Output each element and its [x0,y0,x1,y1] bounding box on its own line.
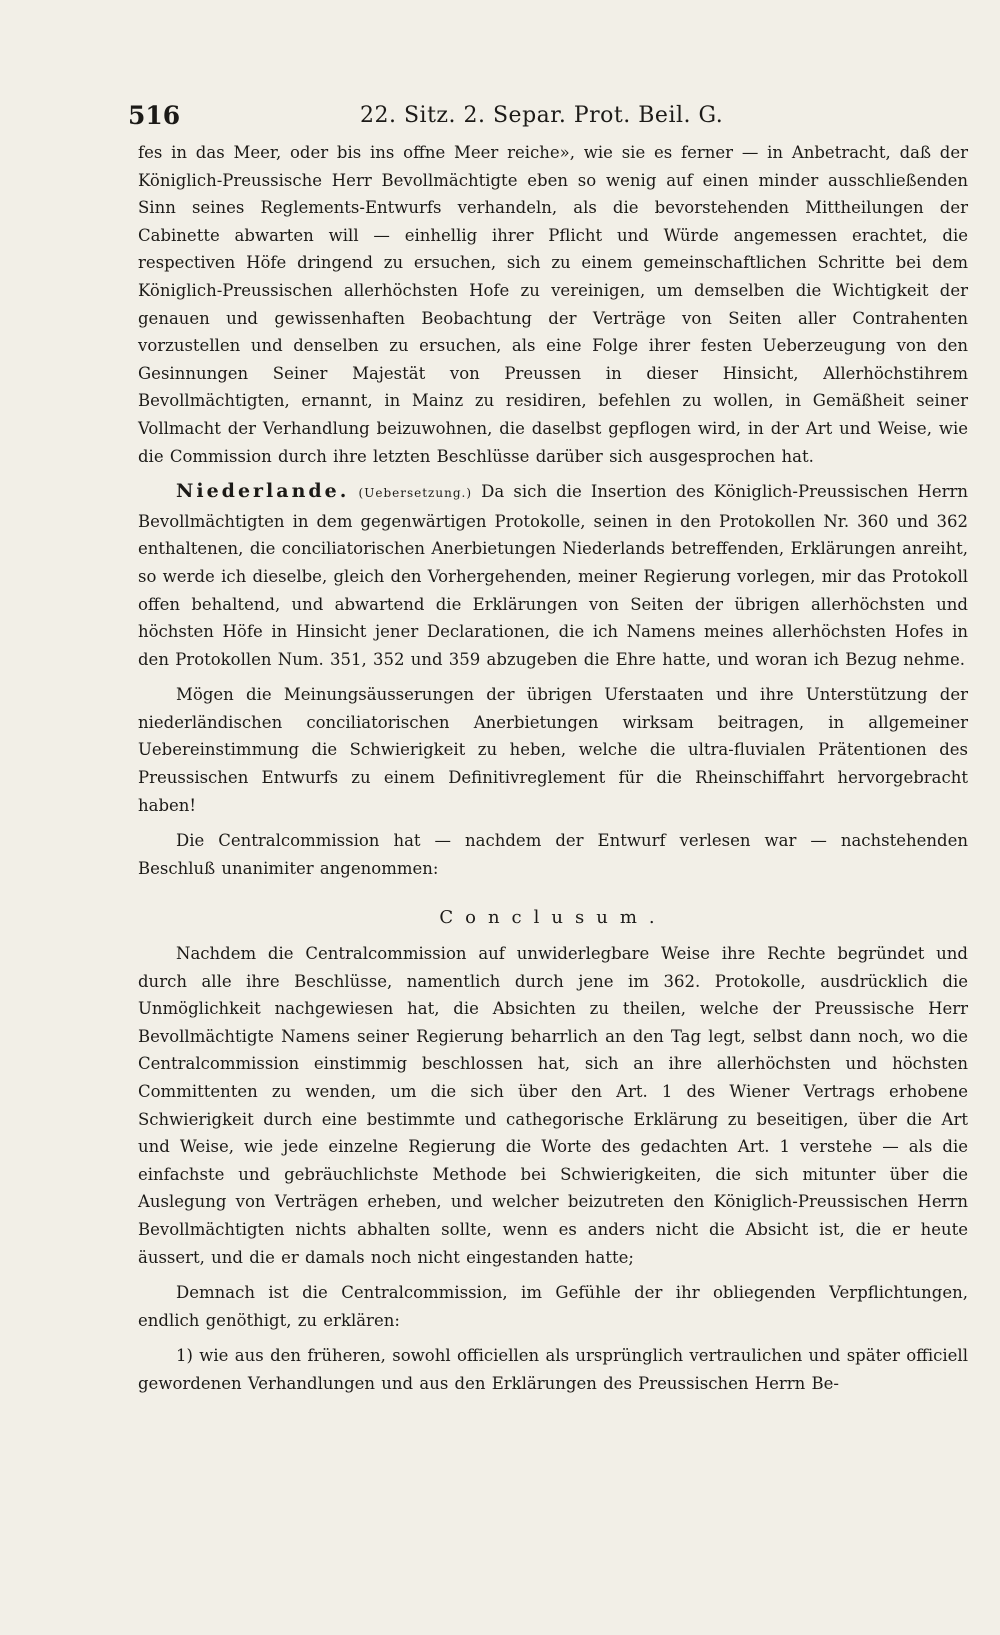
paragraph-wish: Mögen die Meinungsäusserungen der übrigen Uferstaaten und ihre Unterstützung der niederländischen conciliatorischen Anerbietungen wirksam beitragen, in allgemeiner Uebereinstimmung die Schwierigkeit zu heben, welche die ultra-fluvialen Prätentionen des Preussischen Entwurfs zu einem Definitivreglement für die Rheinschiffahrt hervorgebracht haben! [138,685,968,815]
speaker-label: Niederlande. [176,480,350,503]
niederlande-statement: Da sich die Insertion des Königlich-Preussischen Herrn Bevollmächtigten in dem gegenwärtigen Protokolle, seinen in den Protokollen Nr. 360 und 362 enthaltenen, die conciliatorischen Anerbietungen Niederlands betreffenden, Erklärungen anreiht, so werde ich dieselbe, gleich den Vorhergehenden, meiner Regierung vorlegen, mir das Protokoll offen behaltend, und abwartend die Erklärungen von Seiten der übrigen allerhöchsten und höchsten Höfe in Hinsicht jener Declarationen, die ich Namens meines allerhöchsten Hofes in den Protokollen Num. 351, 352 und 359 abzugeben die Ehre hatte, und woran ich Bezug nehme. [138,482,969,669]
paragraph-niederlande [138,478,968,673]
conclusum-paragraph: Demnach ist die Centralcommission, im Gefühle der ihr obliegenden Verpflichtungen, endlich genöthigt, zu erklären: [138,1283,968,1330]
document-page [128,95,969,1615]
page-header [128,95,968,139]
conclusum-paragraph: 1) wie aus den früheren, sowohl officiellen als ursprünglich vertraulichen und später officiell gewordenen Verhandlungen und aus den Erklärungen des Preussischen Herrn Be- [138,1346,968,1393]
conclusum-paragraph: Nachdem die Centralcommission auf unwiderlegbare Weise ihre Rechte begründet und durch alle ihre Beschlüsse, namentlich durch jene im 362. Protokolle, ausdrücklich die Unmöglichkeit nachgewiesen hat, die Absichten zu theilen, welche der Preussische Herr Bevollmächtigte Namens seiner Regierung beharrlich an den Tag legt, selbst dann noch, wo die Centralcommission einstimmig beschlossen hat, sich an ihre allerhöchsten und höchsten Committenten zu wenden, um die sich über den Art. 1 des Wiener Vertrags erhobene Schwierigkeit durch eine bestimmte und cathegorische Erklärung zu beseitigen, über die Art und Weise, wie jede einzelne Regierung die Worte des gedachten Art. 1 verstehe — als die einfachste und gebräuchlichste Methode bei Schwierigkeiten, die sich mitunter über die Auslegung von Verträgen erheben, und welcher beizutreten den Königlich-Preussischen Herrn Bevollmächtigten nichts abhalten sollte, wenn es anders nicht die Absicht ist, die er heute äussert, und die er damals noch nicht eingestanden hatte; [138,944,968,1267]
paragraph-resolution-intro: Die Centralcommission hat — nachdem der Entwurf verlesen war — nachstehenden Beschluß unanimiter angenommen: [138,831,968,878]
page-number: 516 [128,101,181,130]
translation-note: (Uebersetzung.) [358,486,473,501]
running-head: 22. Sitz. 2. Separ. Prot. Beil. G. [360,103,724,128]
conclusum-heading: Conclusum. [439,907,667,929]
paragraph-continuation: fes in das Meer, oder bis ins offne Meer reiche», wie sie es ferner — in Anbetracht, daß der Königlich-Preussische Herr Bevollmächtigte eben so wenig auf einen minder ausschließenden Sinn seines Reglements-Entwurfs verhandeln, als die bevorstehenden Mittheilungen der Cabinette abwarten will — einhellig ihrer Pflicht und Würde angemessen erachtet, die respectiven Höfe dringend zu ersuchen, sich zu einem gemeinschaftlichen Schritte bei dem Königlich-Preussischen allerhöchsten Hofe zu vereinigen, um demselben die Wichtigkeit der genauen und gewissenhaften Beobachtung der Verträge von Seiten aller Contrahenten vorzustellen und denselben zu ersuchen, als eine Folge ihrer festen Ueberzeugung von den Gesinnungen Seiner Majestät von Preussen in dieser Hinsicht, Allerhöchstihrem Bevollmächtigten, ernannt, in Mainz zu residiren, befehlen zu wollen, in Gemäßheit seiner Vollmacht der Verhandlung beizuwohnen, die daselbst gepflogen wird, in der Art und Weise, wie die Commission durch ihre letzten Beschlüsse darüber sich ausgesprochen hat. [138,143,968,466]
body-text [138,139,968,1398]
